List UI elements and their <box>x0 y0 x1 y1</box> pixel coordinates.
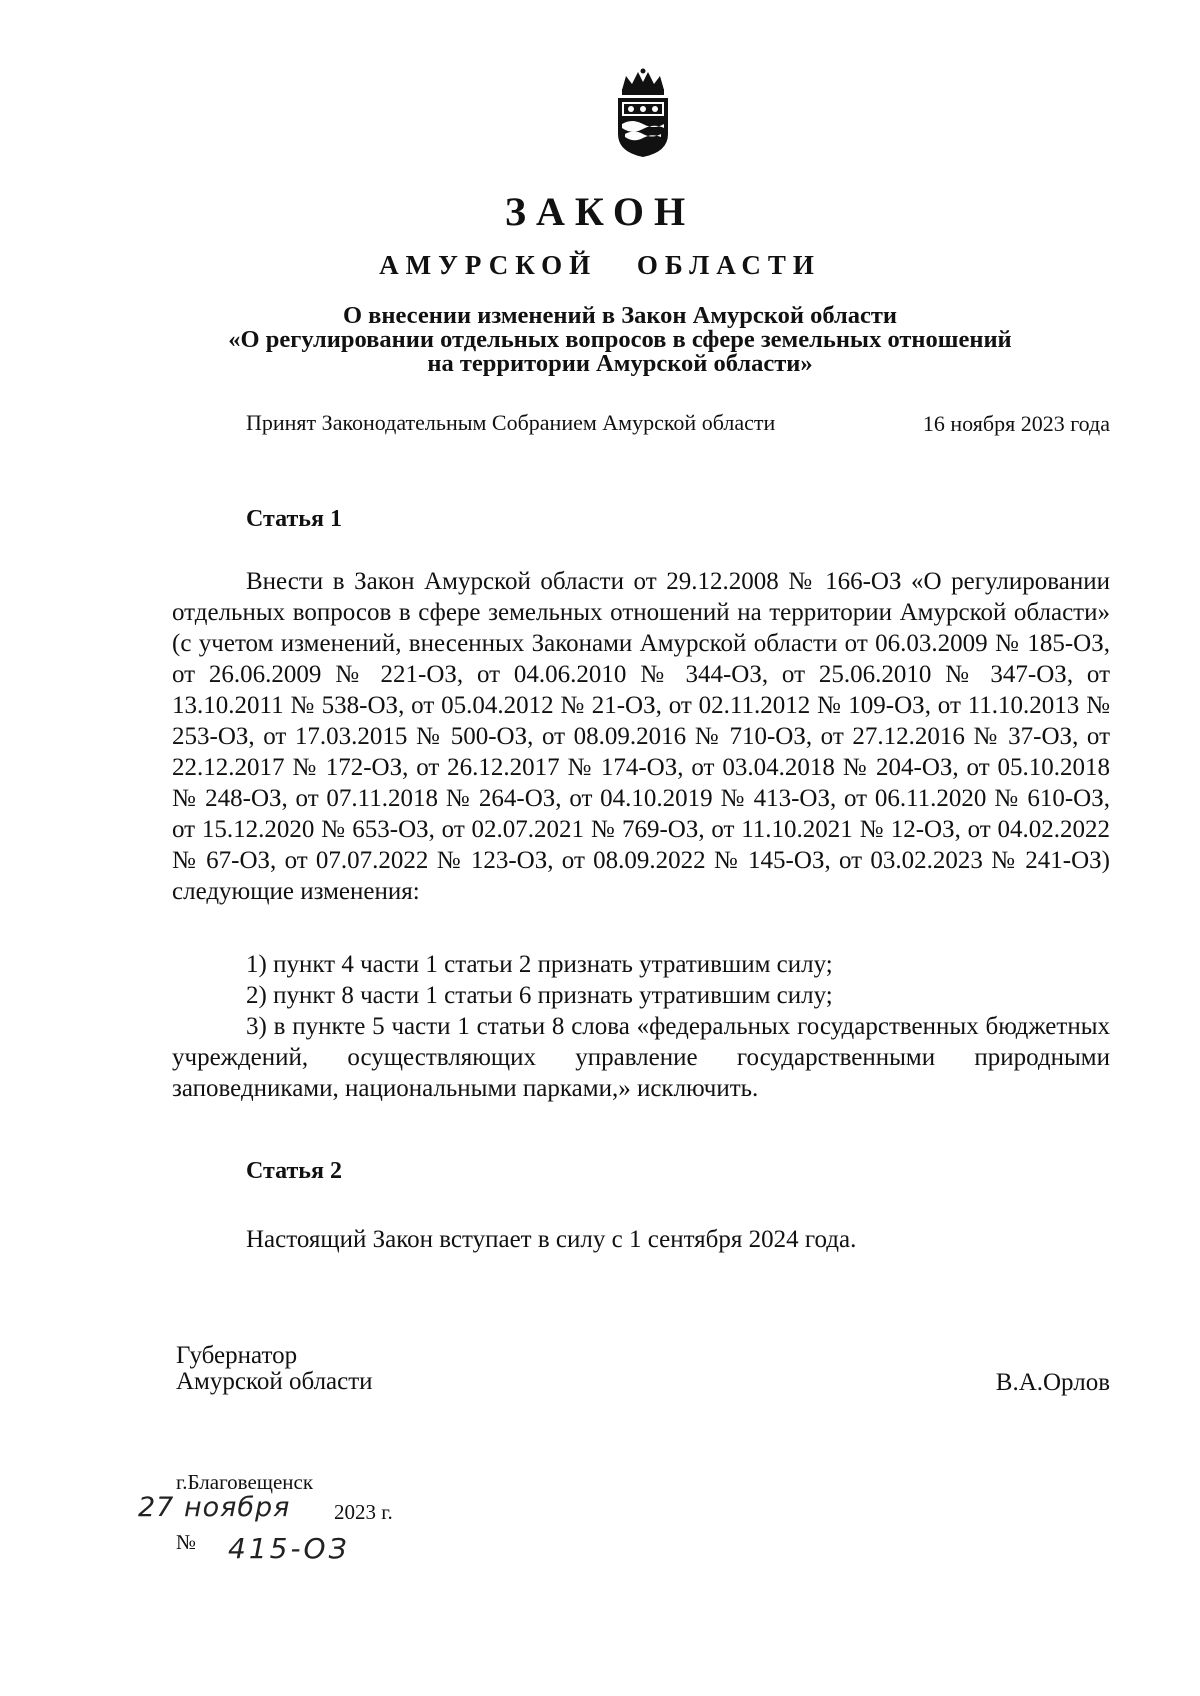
article-1-intro: Внести в Закон Амурской области от 29.12.2008 № 166-ОЗ «О регулировании отдельных вопросов в сфере земельных отношений на территории Амурской области» (с учетом изменений, внесенных Законами Амурской области от 06.03.2009 № 185-ОЗ, от 26.06.2009 № 221-ОЗ, от 04.06.2010 № 344-ОЗ, от 25.06.2010 № 347-ОЗ, от 13.10.2011 № 538-ОЗ, от 05.04.2012 № 21-ОЗ, от 02.11.2012 № 109-ОЗ, от 11.10.2013 № 253-ОЗ, от 17.03.2015 № 500-ОЗ, от 08.09.2016 № 710-ОЗ, от 27.12.2016 № 37-ОЗ, от 22.12.2017 № 172-ОЗ, от 26.12.2017 № 174-ОЗ, от 03.04.2018 № 204-ОЗ, от 05.10.2018 № 248-ОЗ, от 07.11.2018 № 264-ОЗ, от 04.10.2019 № 413-ОЗ, от 06.11.2020 № 610-ОЗ, от 15.12.2020 № 653-ОЗ, от 02.07.2021 № 769-ОЗ, от 11.10.2021 № 12-ОЗ, от 04.02.2022 № 67-ОЗ, от 07.07.2022 № 123-ОЗ, от 08.09.2022 № 145-ОЗ, от 03.02.2023 № 241-ОЗ) следующие изменения: <box>172 568 1110 905</box>
adoption-date: 16 ноября 2023 года <box>922 411 1110 436</box>
signing-place: г.Благовещенск <box>176 1470 314 1494</box>
signing-date <box>138 1492 438 1528</box>
region-title: АМУРСКОЙ ОБЛАСТИ <box>379 250 821 280</box>
article-2-heading: Статья 2 <box>246 1158 342 1184</box>
adoption-text: Принят Законодательным Собранием Амурской области <box>246 410 776 435</box>
list-item: 2) пункт 8 части 1 статьи 6 признать утратившим силу; <box>246 982 833 1009</box>
signer-title-line: Амурской области <box>176 1368 373 1395</box>
number-sign: № <box>176 1530 197 1554</box>
law-name-line: «О регулировании отдельных вопросов в сфере земельных отношений <box>228 326 1012 353</box>
document-title: ЗАКОН <box>504 189 696 234</box>
date-year: 2023 г. <box>334 1500 393 1524</box>
signer-name: В.А.Орлов <box>995 1369 1110 1396</box>
article-1-items <box>172 949 1110 1104</box>
coat-of-arms-icon <box>612 68 674 158</box>
signer-title <box>176 1343 373 1395</box>
law-name-line: О внесении изменений в Закон Амурской области <box>342 302 897 329</box>
law-name-line: на территории Амурской области» <box>427 350 813 377</box>
article-1-heading: Статья 1 <box>246 506 342 532</box>
handwritten-number: 415-ОЗ <box>228 1532 350 1565</box>
law-number <box>176 1530 476 1566</box>
list-item: 1) пункт 4 части 1 статьи 2 признать утратившим силу; <box>246 951 833 978</box>
handwritten-date: 27 ноября <box>138 1492 291 1523</box>
list-item: 3) в пункте 5 части 1 статьи 8 слова «федеральных государственных бюджетных учреждений, осуществляющих управление государственными природными заповедниками, национальными парками,» исключить. <box>172 1013 1110 1102</box>
law-name <box>140 304 1100 376</box>
article-1-body <box>172 566 1110 907</box>
article-2-body: Настоящий Закон вступает в силу с 1 сентября 2024 года. <box>246 1226 857 1253</box>
signer-title-line: Губернатор <box>176 1342 298 1369</box>
